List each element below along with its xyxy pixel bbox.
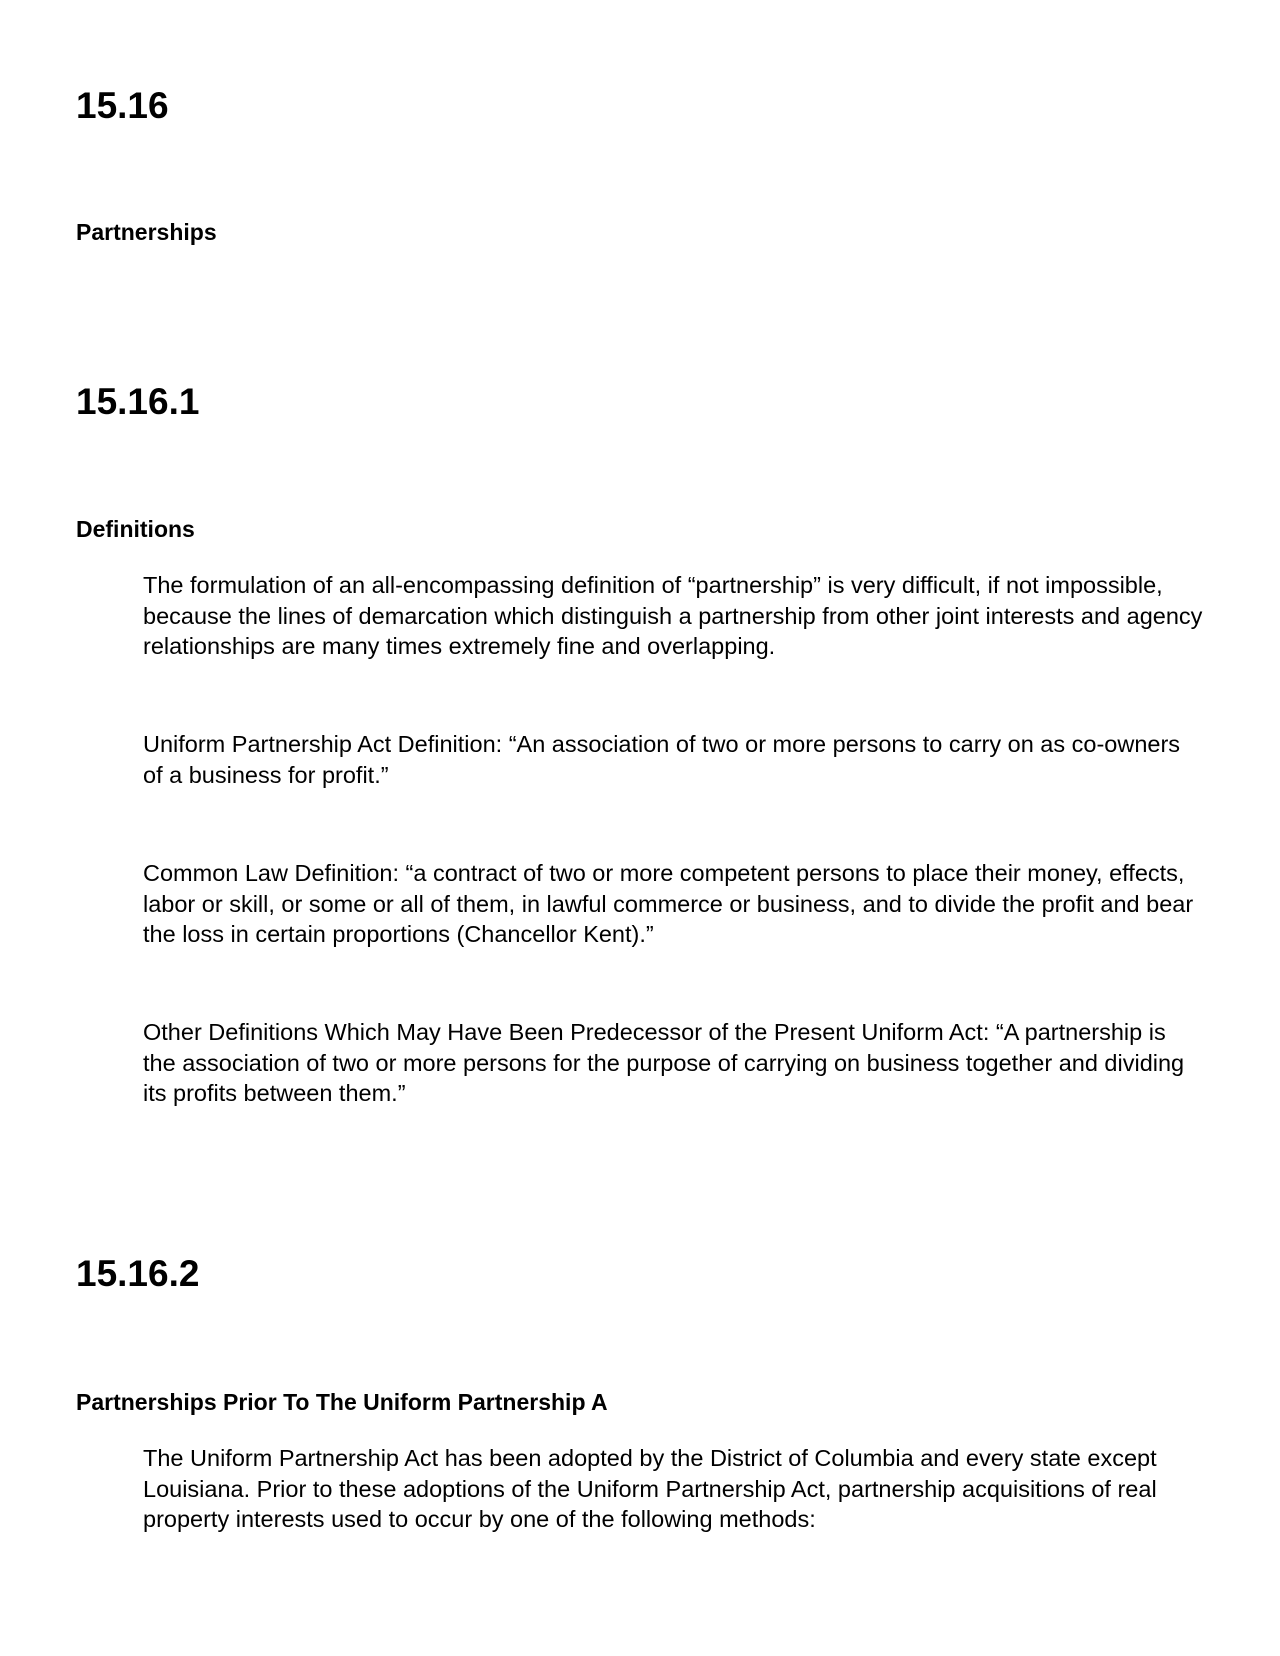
uniform-act-adoption-paragraph: The Uniform Partnership Act has been adopted by the District of Columbia and every state except Louisiana. Prior to these adoptions of the Uniform Partnership Act, partnership acquisitions of real property interests used to occur by one of the following methods:: [143, 1445, 1157, 1532]
other-definitions-paragraph: Other Definitions Which May Have Been Predecessor of the Present Uniform Act: “A partnership is the association of two or more persons for the purpose of carrying on business together and dividing its profits between them.”: [143, 1019, 1185, 1106]
section-number-15-16: 15.16: [76, 85, 169, 126]
uniform-act-definition-paragraph: Uniform Partnership Act Definition: “An association of two or more persons to carry on as co-owners of a business for profit.”: [143, 731, 1181, 788]
definitions-intro-paragraph: The formulation of an all-encompassing definition of “partnership” is very difficult, if not impossible, because the lines of demarcation which distinguish a partnership from other joint interests and agency relationships are many times extremely fine and overlapping.: [143, 572, 1203, 659]
section-title-definitions: Definitions: [76, 516, 195, 542]
common-law-definition-paragraph: Common Law Definition: “a contract of two or more competent persons to place their money, effects, labor or skill, or some or all of them, in lawful commerce or business, and to divide the profit and bear the loss in certain proportions (Chancellor Kent).”: [143, 860, 1194, 947]
section-title-partnerships: Partnerships: [76, 219, 217, 245]
section-number-15-16-2: 15.16.2: [76, 1253, 200, 1294]
section-number-15-16-1: 15.16.1: [76, 381, 200, 422]
section-title-prior-to-uniform-act: Partnerships Prior To The Uniform Partnership A: [76, 1389, 608, 1415]
